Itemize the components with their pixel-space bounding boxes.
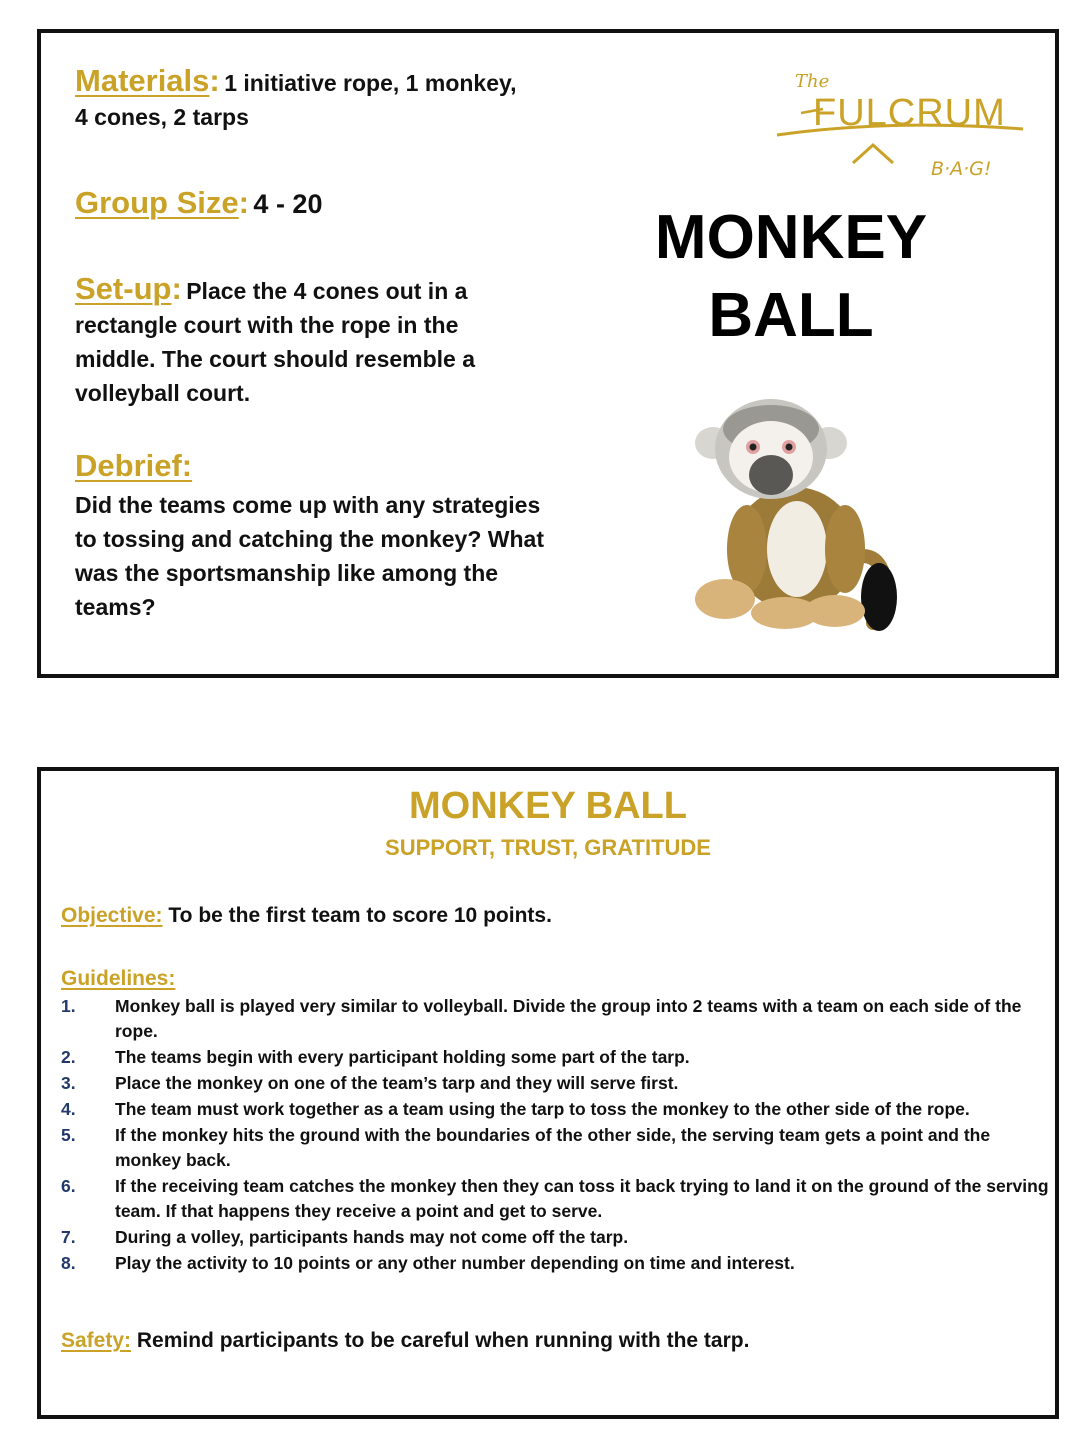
monkey-plush-image <box>685 399 915 631</box>
guideline-number: 5. <box>61 1125 76 1145</box>
guideline-text: Monkey ball is played very similar to volleyball. Divide the group into 2 teams with a team on each side of the rope. <box>115 996 1022 1041</box>
back-subtitle: SUPPORT, TRUST, GRATITUDE <box>385 835 711 860</box>
guideline-number: 3. <box>61 1073 76 1093</box>
setup-section <box>75 271 545 410</box>
guideline-text: During a volley, participants hands may not come off the tarp. <box>115 1227 629 1247</box>
objective-text: To be the first team to score 10 points. <box>162 904 552 927</box>
activity-card-back <box>37 767 1059 1419</box>
guideline-number: 4. <box>61 1099 76 1119</box>
logo-the-text: The <box>795 71 830 92</box>
guideline-item <box>61 1225 1051 1250</box>
logo-name-text: FULCRUM <box>813 92 1006 134</box>
back-title: MONKEY BALL <box>409 785 687 827</box>
setup-colon: : <box>171 271 182 306</box>
activity-card-front <box>37 29 1059 678</box>
objective-label: Objective: <box>61 904 163 927</box>
group-size-label: Group Size <box>75 185 239 220</box>
guideline-text: If the receiving team catches the monkey then they can toss it back trying to land it on the ground of the serving team. If that happens they receive a point and get to serve. <box>115 1176 1049 1221</box>
guideline-text: If the monkey hits the ground with the boundaries of the other side, the serving team gets a point and the monkey back. <box>115 1125 991 1170</box>
materials-label: Materials <box>75 63 210 98</box>
guideline-number: 8. <box>61 1253 76 1273</box>
card-title <box>601 199 981 355</box>
guideline-text: The teams begin with every participant holding some part of the tarp. <box>115 1047 690 1067</box>
guideline-item <box>61 1071 1051 1096</box>
guideline-text: The team must work together as a team using the tarp to toss the monkey to the other side of the rope. <box>115 1099 970 1119</box>
objective-section <box>61 904 1041 928</box>
guideline-item <box>61 1174 1051 1224</box>
card-title-line1: MONKEY <box>654 203 928 272</box>
logo-tagline-text: B·A·G! <box>931 158 992 180</box>
card-title-line2: BALL <box>708 281 874 350</box>
guideline-number: 2. <box>61 1047 76 1067</box>
guideline-item <box>61 1045 1051 1070</box>
debrief-text: Did the teams come up with any strategies to tossing and catching the monkey? What was the sportsmanship like among the teams? <box>75 492 544 620</box>
guideline-number: 7. <box>61 1227 76 1247</box>
setup-text: Place the 4 cones out in a rectangle court with the rope in the middle. The court should resemble a volleyball court. <box>75 278 476 406</box>
logo-fulcrum-icon <box>853 145 893 163</box>
guideline-text: Place the monkey on one of the team’s tarp and they will serve first. <box>115 1073 679 1093</box>
guideline-text: Play the activity to 10 points or any other number depending on time and interest. <box>115 1253 795 1273</box>
safety-section <box>61 1329 1041 1353</box>
setup-label: Set-up <box>75 271 172 306</box>
materials-section <box>75 63 525 134</box>
debrief-label: Debrief: <box>75 448 193 483</box>
guideline-number: 1. <box>61 996 76 1016</box>
group-size-section <box>75 185 525 221</box>
safety-label: Safety: <box>61 1329 132 1352</box>
group-size-text: 4 - 20 <box>253 189 323 219</box>
safety-text: Remind participants to be careful when running with the tarp. <box>131 1329 750 1352</box>
guideline-item <box>61 1251 1051 1276</box>
guideline-item <box>61 1123 1051 1173</box>
guidelines-list <box>61 994 1051 1277</box>
materials-text: 1 initiative rope, 1 monkey, 4 cones, 2 tarps <box>75 70 517 130</box>
materials-colon: : <box>209 63 220 98</box>
group-size-colon: : <box>238 185 249 220</box>
guideline-number: 6. <box>61 1176 76 1196</box>
debrief-section <box>75 448 555 624</box>
guideline-item <box>61 994 1051 1044</box>
fulcrum-logo <box>771 49 1031 181</box>
guidelines-label: Guidelines: <box>61 967 176 990</box>
guideline-item <box>61 1097 1051 1122</box>
